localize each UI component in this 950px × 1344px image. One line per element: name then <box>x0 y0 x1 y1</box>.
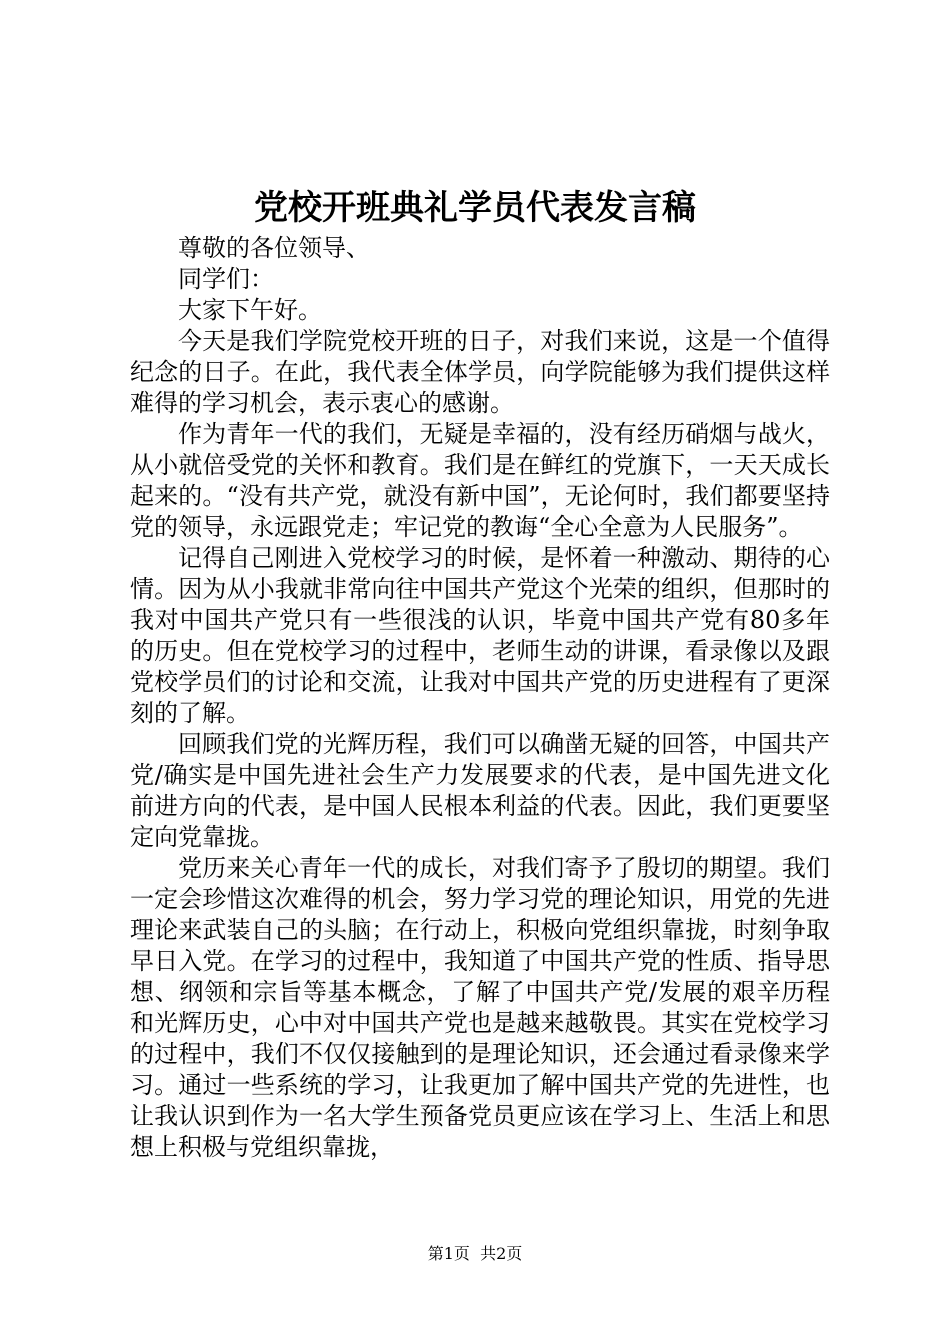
salutation-line-1: 尊敬的各位领导、 <box>178 234 370 262</box>
footer-separator <box>470 1244 480 1263</box>
salutation-line-2: 同学们： <box>178 265 274 293</box>
page-number: 第1页 <box>427 1244 470 1263</box>
body-paragraph: 今天是我们学院党校开班的日子，对我们来说，这是一个值得纪念的日子。在此，我代表全体学员，向学院能够为我们提供这样难得的学习机会，表示衷心的感谢。 <box>130 327 830 417</box>
body-paragraph: 党历来关心青年一代的成长，对我们寄予了殷切的期望。我们一定会珍惜这次难得的机会，努力学习党的理论知识，用党的先进理论来武装自己的头脑；在行动上，积极向党组织靠拢，时刻争取早日入党。在学习的过程中，我知道了中国共产党的性质、指导思想、纲领和宗旨等基本概念，了解了中国共产党/发展的艰辛历程和光辉历史，心中对中国共产党也是越来越敬畏。其实在党校学习的过程中，我们不仅仅接触到的是理论知识，还会通过看录像来学习。通过一些系统的学习，让我更加了解中国共产党的先进性，也让我认识到作为一名大学生预备党员更应该在学习上、生活上和思想上积极与党组织靠拢， <box>130 854 830 1161</box>
body-paragraph: 记得自己刚进入党校学习的时候，是怀着一种激动、期待的心情。因为从小我就非常向往中国共产党这个光荣的组织，但那时的我对中国共产党只有一些很浅的认识，毕竟中国共产党有80多年的历史。但在党校学习的过程中，老师生动的讲课，看录像以及跟党校学员们的讨论和交流，让我对中国共产党的历史进程有了更深刻的了解。 <box>130 544 830 727</box>
body-paragraph: 回顾我们党的光辉历程，我们可以确凿无疑的回答，中国共产党/确实是中国先进社会生产力发展要求的代表，是中国先进文化前进方向的代表，是中国人民根本利益的代表。因此，我们更要坚定向党靠拢。 <box>130 730 830 851</box>
document-body <box>130 233 830 1163</box>
body-paragraph: 作为青年一代的我们，无疑是幸福的，没有经历硝烟与战火，从小就倍受党的关怀和教育。我们是在鲜红的党旗下，一天天成长起来的。“没有共产党，就没有新中国”，无论何时，我们都要坚持党的领导，永远跟党走；牢记党的教诲“全心全意为人民服务”。 <box>130 420 830 541</box>
page-total: 共2页 <box>480 1244 523 1263</box>
greeting-line: 大家下午好。 <box>178 296 322 324</box>
document-title: 党校开班典礼学员代表发言稿 <box>254 188 696 228</box>
page-footer <box>0 1243 950 1265</box>
